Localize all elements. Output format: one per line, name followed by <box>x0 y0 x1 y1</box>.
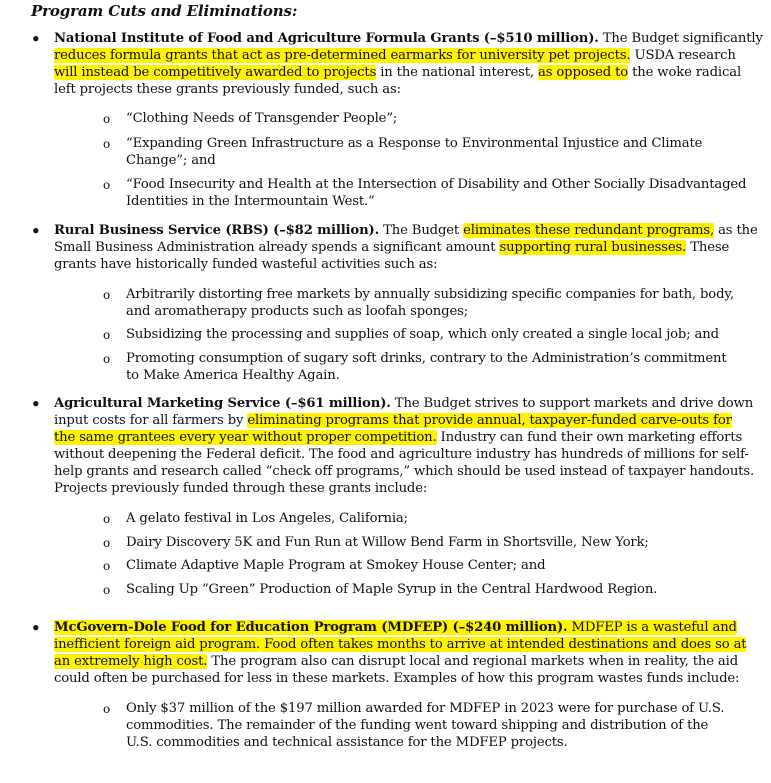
list-item: Climate Adaptive Maple Program at Smokey House Center; and <box>126 558 546 573</box>
highlighted-text: reduces formula grants that act as pre-determined earmarks for university pet projects. <box>54 48 631 63</box>
section-2-line-3: grants have historically funded wasteful activities such as: <box>54 257 438 272</box>
section-4-line-1 <box>54 619 737 637</box>
highlighted-text: inefficient foreign aid program. <box>54 637 261 652</box>
list-item: “Clothing Needs of Transgender People”; <box>126 111 398 126</box>
sub-bullet: o <box>103 352 111 366</box>
section-4-line-4: could often be purchased for less in these markets. Examples of how this program wastes funds include: <box>54 671 740 686</box>
list-item-cont: U.S. commodities and technical assistance for the MDFEP projects. <box>126 735 568 750</box>
list-item-cont: to Make America Healthy Again. <box>126 368 340 383</box>
sub-bullet: o <box>103 702 111 716</box>
highlighted-text: an extremely high cost. <box>54 654 208 669</box>
section-3-line-2: input costs for all farmers by eliminating programs that provide annual, taxpayer-funded carve-outs for <box>54 413 732 428</box>
section-3-line-5: help grants and research called “check off programs,” which should be used instead of taxpayer handouts. <box>54 464 754 479</box>
highlighted-text: eliminating programs that provide annual, taxpayer-funded carve-outs for <box>247 413 732 428</box>
highlighted-text: the same grantees every year without proper competition. <box>54 430 437 445</box>
highlighted-text: supporting rural businesses. <box>499 240 687 255</box>
section-1-line-1: National Institute of Food and Agriculture Formula Grants (–$510 million). The Budget significantly <box>54 31 763 46</box>
sub-bullet: o <box>103 137 111 151</box>
bullet-point: • <box>31 619 41 637</box>
section-3-line-3: the same grantees every year without proper competition. Industry can fund their own marketing efforts <box>54 430 743 445</box>
list-item-cont: Identities in the Intermountain West.” <box>126 194 375 209</box>
section-heading: Program Cuts and Eliminations: <box>31 2 298 20</box>
list-item: Promoting consumption of sugary soft drinks, contrary to the Administration’s commitment <box>126 351 727 366</box>
section-1-line-3: will instead be competitively awarded to projects in the national interest, as opposed to the woke radical <box>54 65 742 80</box>
sub-bullet: o <box>103 512 111 526</box>
list-item: Only $37 million of the $197 million awarded for MDFEP in 2023 were for purchase of U.S. <box>126 701 725 716</box>
bullet-point: • <box>31 30 41 48</box>
section-3-line-1: Agricultural Marketing Service (–$61 million). The Budget strives to support markets and drive down <box>54 396 754 411</box>
section-2-line-1: Rural Business Service (RBS) (–$82 million). The Budget eliminates these redundant programs, as the <box>54 223 758 238</box>
list-item-cont: and aromatherapy products such as loofah sponges; <box>126 304 469 319</box>
list-item: Subsidizing the processing and supplies of soap, which only created a single local job; and <box>126 327 719 342</box>
list-item: Scaling Up “Green” Production of Maple Syrup in the Central Hardwood Region. <box>126 582 658 597</box>
section-1-title: National Institute of Food and Agriculture Formula Grants (–$510 million). <box>54 31 599 46</box>
highlighted-text: Food often takes months to arrive at intended destinations and does so at <box>260 637 747 652</box>
section-4-title: McGovern-Dole Food for Education Program (MDFEP) (–$240 million). <box>54 620 568 635</box>
highlighted-text: will instead be competitively awarded to projects <box>54 65 377 80</box>
highlighted-text: MDFEP is a wasteful and <box>567 620 737 635</box>
section-1-line-4: left projects these grants previously funded, such as: <box>54 82 401 97</box>
list-item-cont: commodities. The remainder of the funding went toward shipping and distribution of the <box>126 718 709 733</box>
list-item-cont: Change”; and <box>126 153 216 168</box>
section-1-line-2: reduces formula grants that act as pre-determined earmarks for university pet projects. USDA research <box>54 48 736 63</box>
sub-bullet: o <box>103 288 111 302</box>
sub-bullet: o <box>103 559 111 573</box>
section-3-line-4: without deepening the Federal deficit. The food and agriculture industry has hundreds of millions for self- <box>54 447 749 462</box>
sub-bullet: o <box>103 536 111 550</box>
bullet-point: • <box>31 222 41 240</box>
sub-bullet: o <box>103 178 111 192</box>
section-2-line-2: Small Business Administration already spends a significant amount supporting rural businesses. These <box>54 240 730 255</box>
list-item: Dairy Discovery 5K and Fun Run at Willow Bend Farm in Shortsville, New York; <box>126 535 649 550</box>
highlighted-text: as opposed to <box>537 65 629 80</box>
bullet-point: • <box>31 395 41 413</box>
sub-bullet: o <box>103 583 111 597</box>
sub-bullet: o <box>103 112 111 126</box>
highlighted-text: eliminates these redundant programs, <box>463 223 715 238</box>
list-item: “Expanding Green Infrastructure as a Response to Environmental Injustice and Climate <box>126 136 703 151</box>
list-item: “Food Insecurity and Health at the Intersection of Disability and Other Socially Disadvantaged <box>126 177 747 192</box>
section-4-line-2 <box>54 636 746 654</box>
list-item: A gelato festival in Los Angeles, California; <box>126 511 408 526</box>
section-2-title: Rural Business Service (RBS) (–$82 million). <box>54 223 380 238</box>
section-4-line-3: an extremely high cost. The program also can disrupt local and regional markets when in reality, the aid <box>54 654 739 669</box>
sub-bullet: o <box>103 328 111 342</box>
section-3-title: Agricultural Marketing Service (–$61 million). <box>54 396 391 411</box>
list-item: Arbitrarily distorting free markets by annually subsidizing specific companies for bath, body, <box>126 287 734 302</box>
section-3-line-6: Projects previously funded through these grants include: <box>54 481 428 496</box>
